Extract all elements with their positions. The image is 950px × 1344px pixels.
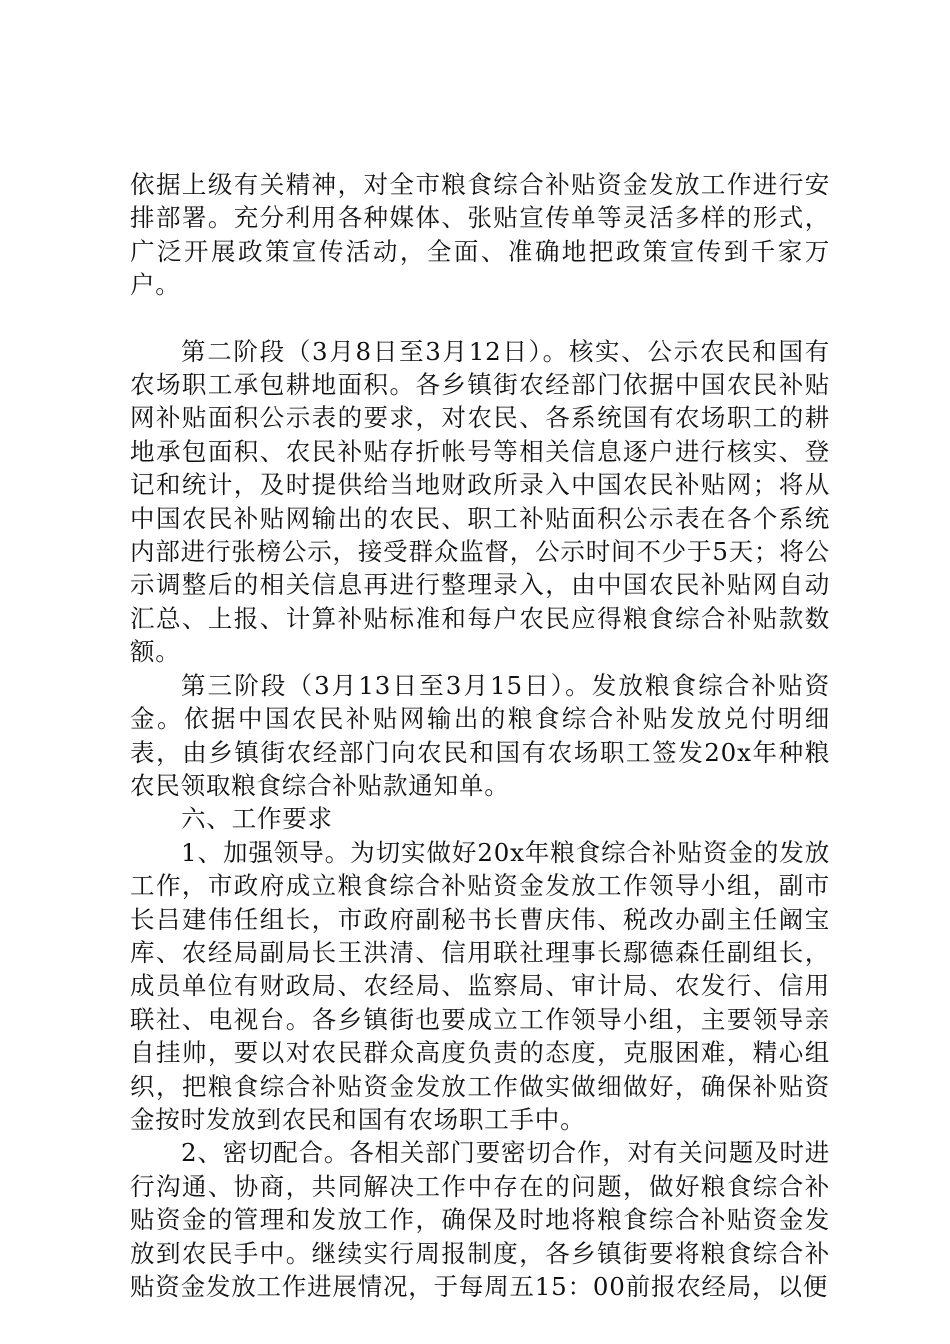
- document-body: [130, 168, 830, 1303]
- paragraph-stage-three: 第三阶段（3月13日至3月15日）。发放粮食综合补贴资金。依据中国农民补贴网输出的粮食综合补贴发放兑付明细表，由乡镇街农经部门向农民和国有农场职工签发20x年种粮农民领取粮食综合补贴款通知单。: [130, 670, 830, 800]
- paragraph-policy-publicity: 依据上级有关精神，对全市粮食综合补贴资金发放工作进行安排部署。充分利用各种媒体、张贴宣传单等灵活多样的形式，广泛开展政策宣传活动，全面、准确地把政策宣传到千家万户。: [130, 170, 830, 300]
- paragraph-close-cooperation: 2、密切配合。各相关部门要密切合作，对有关问题及时进行沟通、协商，共同解决工作中存在的问题，做好粮食综合补贴资金的管理和发放工作，确保及时地将粮食综合补贴资金发放到农民手中。继续实行周报制度，各乡镇街要将粮食综合补贴资金发放工作进展情况，于每周五15：00前报农经局，以便: [130, 1138, 830, 1301]
- paragraph-stage-two: 第二阶段（3月8日至3月12日）。核实、公示农民和国有农场职工承包耕地面积。各乡镇街农经部门依据中国农民补贴网补贴面积公示表的要求，对农民、各系统国有农场职工的耕地承包面积、农民补贴存折帐号等相关信息逐户进行核实、登记和统计，及时提供给当地财政所录入中国农民补贴网；将从中国农民补贴网输出的农民、职工补贴面积公示表在各个系统内部进行张榜公示，接受群众监督，公示时间不少于5天；将公示调整后的相关信息再进行整理录入，由中国农民补贴网自动汇总、上报、计算补贴标准和每户农民应得粮食综合补贴款数额。: [130, 336, 830, 667]
- paragraph-spacer: [130, 302, 830, 335]
- section-heading-work-requirements: 六、工作要求: [181, 804, 333, 834]
- paragraph-strengthen-leadership: 1、加强领导。为切实做好20x年粮食综合补贴资金的发放工作，市政府成立粮食综合补贴资金发放工作领导小组，副市长吕建伟任组长，市政府副秘书长曹庆伟、税改办副主任阚宝库、农经局副局长王洪清、信用联社理事长鄢德森任副组长，成员单位有财政局、农经局、监察局、审计局、农发行、信用联社、电视台。各乡镇街也要成立工作领导小组，主要领导亲自挂帅，要以对农民群众高度负责的态度，克服困难，精心组织，把粮食综合补贴资金发放工作做实做细做好，确保补贴资金按时发放到农民和国有农场职工手中。: [130, 837, 830, 1134]
